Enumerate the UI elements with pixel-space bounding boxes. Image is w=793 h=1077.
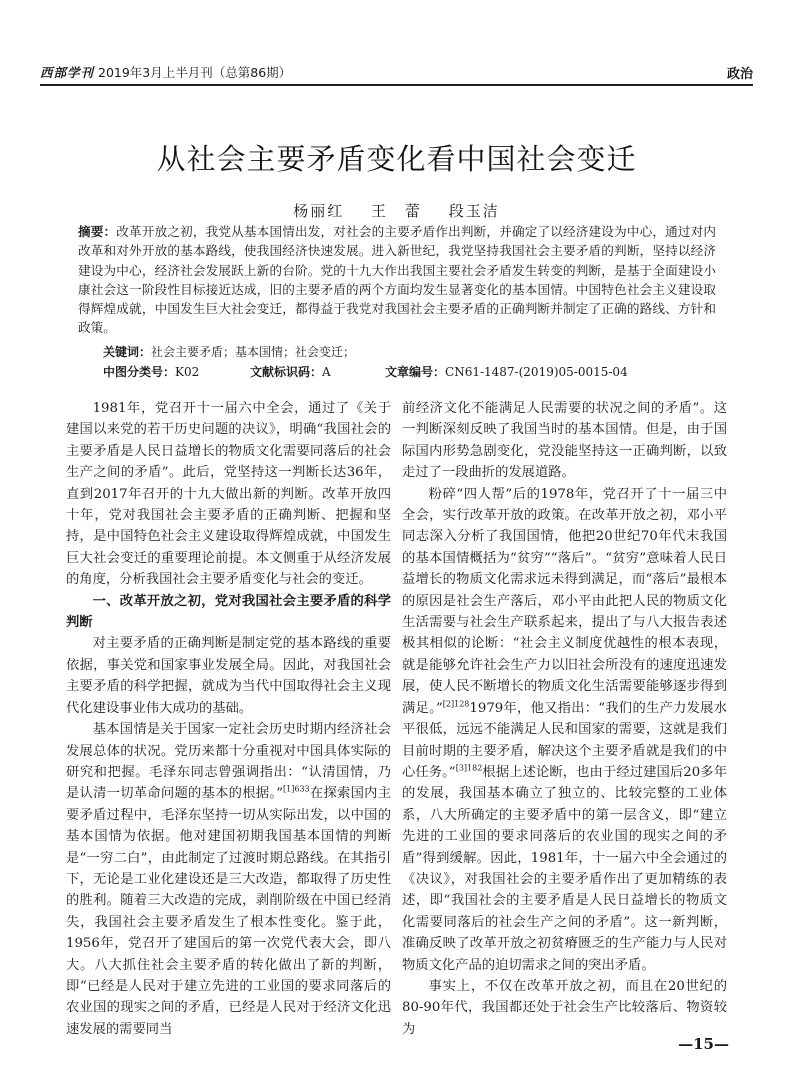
author-name: 段玉洁 <box>448 202 500 220</box>
keywords-text: 社会主要矛盾；基本国情；社会变迁； <box>151 345 356 359</box>
abstract-label: 摘要： <box>78 224 117 239</box>
abstract <box>78 222 716 338</box>
running-header <box>40 62 753 86</box>
author-list <box>0 200 793 221</box>
journal-issue <box>40 63 291 81</box>
article-no-value: CN61-1487-(2019)05-0015-04 <box>445 365 628 379</box>
journal-masthead: 西部学刊 <box>40 65 95 80</box>
paragraph <box>402 484 727 976</box>
author-name: 杨丽红 <box>293 202 345 220</box>
document-code <box>250 363 331 380</box>
keywords-label: 关键词： <box>103 345 152 359</box>
citation-ref: [1]633 <box>283 784 310 794</box>
paragraph-text: 粉碎“四人帮”后的1978年，党召开了十一届三中全会，实行改革开放的政策。在改革开放之初，邓小平同志深入分析了我国国情，他把20世纪70年代末我国的基本国情概括为“贫穷”“落后”。“贫穷”意味着人民日益增长的物质文化需求远未得到满足，而“落后”最根本的原因是社会生产落后，邓小平由此把人民的物质文化生活需要与社会生产联系起来，提出了与八大报告表述极其相似的论断：“社会主义制度优越性的根本表现，就是能够允许社会生产力以旧社会所没有的速度迅速发展，使人民不断增长的物质文化生活需要能够逐步得到满足。” <box>402 486 727 716</box>
article-no-label: 文章编号： <box>385 365 446 379</box>
paragraph-text: 根据上述论断，也由于经过建国后20多年的发展，我国基本确立了独立的、比较完整的工业体系，八大所确定的主要矛盾中的第一层含义，即“建立先进的工业国的要求同落后的农业国的现实之间的矛盾”得到缓解。因此，1981年，十一届六中全会通过的《决议》，对我国社会的主要矛盾作出了更加精练的表述，即“我国社会的主要矛盾是人民日益增长的物质文化需要同落后的社会生产之间的矛盾”。这一新判断，准确反映了改革开放之初贫瘠匮乏的生产能力与人民对物质文化产品的迫切需求之间的突出矛盾。 <box>402 764 727 973</box>
paragraph: 事实上，不仅在改革开放之初，而且在20世纪的80-90年代，我国都还处于社会生产比较落后、物资较为 <box>402 978 727 1037</box>
paragraph <box>66 719 391 1040</box>
section-label: 政治 <box>726 67 753 82</box>
paragraph: 对主要矛盾的正确判断是制定党的基本路线的重要依据，事关党和国家事业发展全局。因此，对我国社会主要矛盾的科学把握，就成为当代中国取得社会主义现代化建设事业伟大成功的基础。 <box>66 636 391 716</box>
citation-ref: [3]182 <box>455 763 483 773</box>
body-column-left <box>66 398 391 1040</box>
body-column-right <box>402 398 727 1040</box>
paragraph: 1981年，党召开十一届六中全会，通过了《关于建国以来党的若干历史问题的决议》，明确“我国社会的主要矛盾是人民日益增长的物质文化需要同落后的社会生产之间的矛盾”。此后，党坚持这一判断长达36年，直到2017年召开的十九大做出新的判断。改革开放四十年，党对我国社会主要矛盾的正确判断、把握和坚持，是中国特色社会主义建设取得辉煌成就，中国发生巨大社会变迁的重要理论前提。本文侧重于从经济发展的角度，分析我国社会主要矛盾变化与社会的变迁。 <box>66 401 391 588</box>
section-heading: 一、改革开放之初，党对我国社会主要矛盾的科学判断 <box>66 593 391 631</box>
citation-ref: [2]128 <box>442 699 470 709</box>
keywords <box>103 343 355 360</box>
article-number <box>385 363 628 380</box>
author-name: 王 蕾 <box>370 202 422 220</box>
paragraph-text: 基本国情是关于国家一定社会历史时期内经济社会发展总体的状况。党历来都十分重视对中国具体实际的研究和把握。毛泽东同志曾强调指出：“认清国情，乃是认清一切革命问题的基本的根据。” <box>66 722 391 802</box>
abstract-text: 改革开放之初，我党从基本国情出发，对社会的主要矛盾作出判断，并确定了以经济建设为中心，通过对内改革和对外开放的基本路线，使我国经济快速发展。进入新世纪，我党坚持我国社会主要矛盾的判断，坚持以经济建设为中心，经济社会发展跃上新的台阶。党的十九大作出我国主要社会矛盾发生转变的判断，是基于全面建设小康社会这一阶段性目标接近达成，旧的主要矛盾的两个方面均发生显著变化的基本国情。中国特色社会主义建设取得辉煌成就，中国发生巨大社会变迁，都得益于我党对我国社会主要矛盾的正确判断并制定了正确的路线、方针和政策。 <box>78 224 717 336</box>
doc-code-label: 文献标识码： <box>250 365 323 379</box>
clc-value: K02 <box>175 365 200 379</box>
paragraph-continued: 前经济文化不能满足人民需要的状况之间的矛盾”。这一判断深刻反映了我国当时的基本国情。但是，由于国际国内形势急剧变化，党没能坚持这一正确判断，以致走过了一段曲折的发展道路。 <box>402 401 727 481</box>
paragraph-text: 1979年，他又指出：“我们的生产力发展水平很低，远远不能满足人民和国家的需要，这就是我们目前时期的主要矛盾，解决这个主要矛盾就是我们的中心任务。” <box>402 700 728 780</box>
paragraph-text: 在探索国内主要矛盾过程中，毛泽东坚持一切从实际出发，以中国的基本国情为依据。他对建国初期我国基本国情的判断是“一穷二白”，由此制定了过渡时期总路线。在其指引下，无论是工业化建设还是三大改造，都取得了历史性的胜利。随着三大改造的完成，剥削阶级在中国已经消失，我国社会主要矛盾发生了根本性变化。鉴于此，1956年，党召开了建国后的第一次党代表大会，即八大。八大抓住社会主要矛盾的转化做出了新的判断，即“已经是人民对于建立先进的工业国的要求同落后的农业国的现实之间的矛盾，已经是人民对于经济文化迅速发展的需要同当 <box>66 786 391 1037</box>
issue-info: 2019年3月上半月刊（总第86期） <box>98 65 292 80</box>
clc-label: 中图分类号： <box>103 365 176 379</box>
page-number: —15— <box>678 1035 729 1053</box>
doc-code-value: A <box>322 365 331 379</box>
clc-code <box>103 363 199 380</box>
article-title: 从社会主要矛盾变化看中国社会变迁 <box>156 142 637 176</box>
